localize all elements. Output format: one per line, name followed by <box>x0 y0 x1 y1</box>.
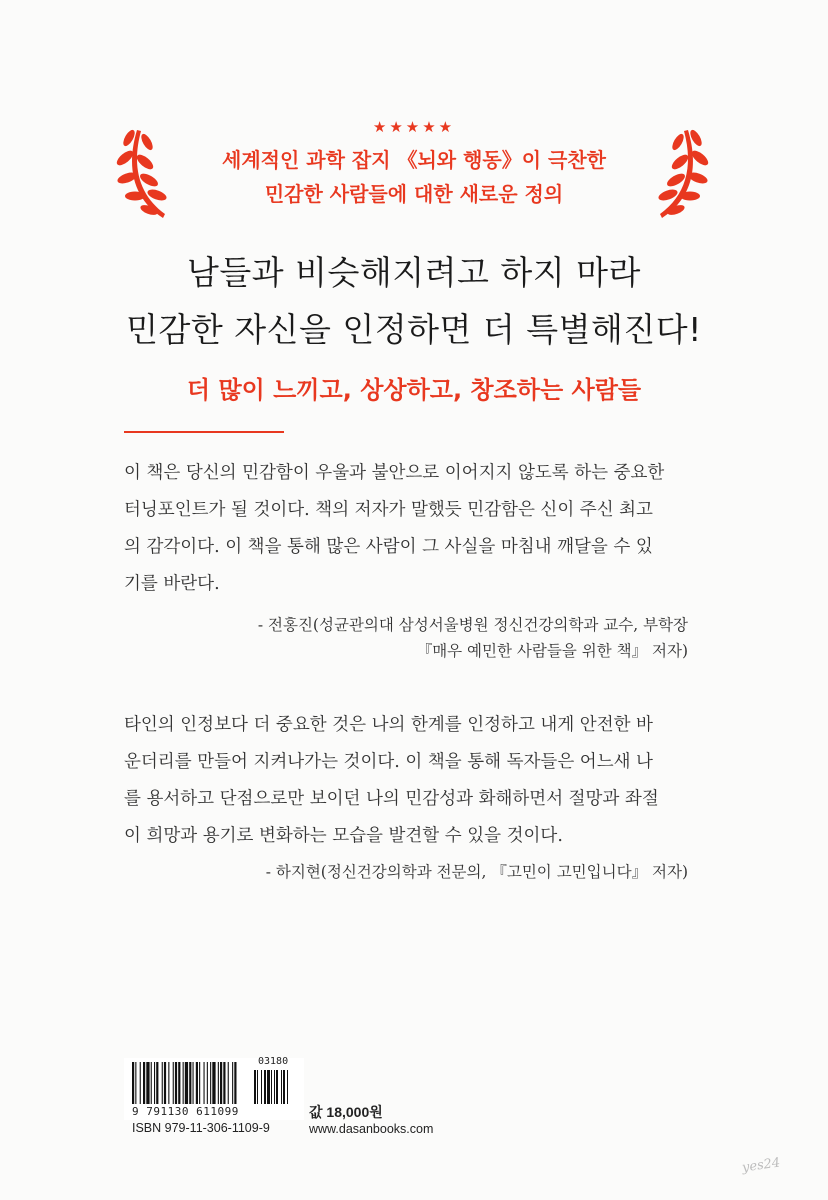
barcode-addon-bar <box>261 1070 262 1104</box>
barcode-bar <box>162 1062 163 1104</box>
barcode-bar <box>185 1062 188 1104</box>
barcode-number: 9 791130 611099 <box>132 1105 239 1118</box>
barcode-bar <box>199 1062 200 1104</box>
barcode-addon-bar <box>271 1070 272 1104</box>
barcode-addon-bar <box>274 1070 275 1104</box>
review-2-line: 를 용서하고 단점으로만 보이던 나의 민감성과 화해하면서 절망과 좌절 <box>124 789 659 809</box>
barcode-bar <box>151 1062 152 1104</box>
barcode-bar <box>196 1062 198 1104</box>
review-1-line: 터닝포인트가 될 것이다. 책의 저자가 말했듯 민감함은 신이 주신 최고 <box>124 500 653 520</box>
barcode-addon-bar <box>264 1070 266 1104</box>
review-2-line: 운더리를 만들어 지켜나가는 것이다. 이 책을 통해 독자들은 어느새 나 <box>124 752 653 772</box>
barcode-bar <box>210 1062 211 1104</box>
barcode-bar <box>207 1062 208 1104</box>
barcode-bar <box>218 1062 219 1104</box>
barcode-addon-bar <box>267 1070 270 1104</box>
review-2-line: 이 희망과 용기로 변화하는 모습을 발견할 수 있을 것이다. <box>124 826 563 846</box>
barcode-addon-bar <box>281 1070 282 1104</box>
review-2-line: 타인의 인정보다 더 중요한 것은 나의 한계를 인정하고 내게 안전한 바 <box>124 715 653 735</box>
barcode-bar <box>232 1062 233 1104</box>
barcode-bar <box>183 1062 184 1104</box>
praise-line-2: 민감한 사람들에 대한 새로운 정의 <box>264 182 564 206</box>
barcode-addon-bar <box>276 1070 278 1104</box>
barcode-bar <box>234 1062 236 1104</box>
barcode-bar <box>154 1062 155 1104</box>
barcode-bar <box>204 1062 205 1104</box>
review-1-line: 이 책은 당신의 민감함이 우울과 불안으로 이어지지 않도록 하는 중요한 <box>124 463 665 483</box>
barcode-bar <box>168 1062 169 1104</box>
barcode-bar <box>146 1062 149 1104</box>
barcode-bar <box>212 1062 215 1104</box>
barcode-addon-bar <box>283 1070 285 1104</box>
barcode-bar <box>140 1062 141 1104</box>
review-2-attribution: - 하지현(정신건강의학과 전문의, 『고민이 고민입니다』 저자) <box>265 863 688 881</box>
headline-line-2: 민감한 자신을 인정하면 더 특별해진다! <box>126 310 702 349</box>
review-1-attribution-line-2: 『매우 예민한 사람들을 위한 책』 저자) <box>416 642 688 660</box>
review-1-line: 의 감각이다. 이 책을 통해 많은 사람이 그 사실을 마침내 깨달을 수 있 <box>124 537 653 557</box>
barcode-bar <box>175 1062 177 1104</box>
price: 값 18,000원 <box>309 1104 383 1120</box>
barcode-bar <box>156 1062 158 1104</box>
review-1-attribution <box>258 612 688 664</box>
review-2 <box>124 707 690 855</box>
review-1-attribution-line-1: - 전홍진(성균관의대 삼성서울병원 정신건강의학과 교수, 부학장 <box>257 616 688 634</box>
review-1 <box>124 455 690 603</box>
barcode-bar <box>132 1062 134 1104</box>
barcode-icon <box>130 1062 290 1110</box>
praise-line-1: 세계적인 과학 잡지 《뇌와 행동》이 극찬한 <box>222 148 606 172</box>
website: www.dasanbooks.com <box>309 1122 434 1136</box>
barcode-addon-bar <box>287 1070 288 1104</box>
isbn: ISBN 979-11-306-1109-9 <box>132 1121 270 1135</box>
barcode-bar <box>223 1062 225 1104</box>
barcode-bar <box>193 1062 194 1104</box>
barcode-bar <box>189 1062 191 1104</box>
barcode-addon: 03180 <box>258 1056 289 1067</box>
barcode-bar <box>220 1062 222 1104</box>
subheadline: 더 많이 느끼고, 상상하고, 창조하는 사람들 <box>186 376 642 404</box>
headline-line-1: 남들과 비슷해지려고 하지 마라 <box>187 253 641 292</box>
barcode-bar <box>135 1062 136 1104</box>
barcode-bar <box>173 1062 174 1104</box>
barcode-bar <box>178 1062 180 1104</box>
store-watermark: yes24 <box>741 1155 782 1176</box>
barcode-bar <box>143 1062 145 1104</box>
divider <box>124 431 284 433</box>
rating-stars: ★★★★★ <box>372 118 456 136</box>
barcode-bar <box>164 1062 166 1104</box>
review-1-line: 기를 바란다. <box>124 574 220 594</box>
barcode-bar <box>228 1062 229 1104</box>
barcode-addon-bar <box>254 1070 256 1104</box>
barcode-addon-bar <box>257 1070 258 1104</box>
